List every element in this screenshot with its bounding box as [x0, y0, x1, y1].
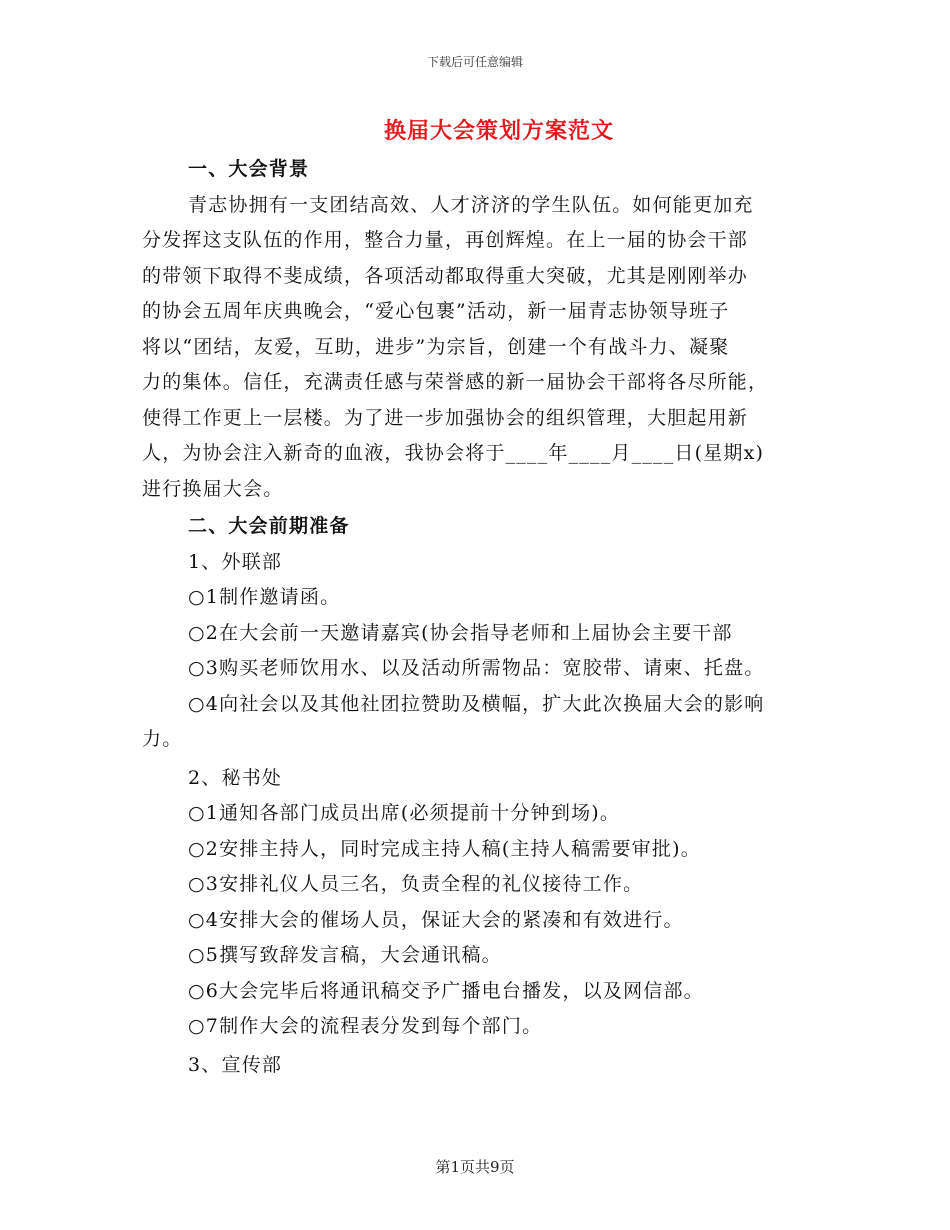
- page-number: 第1页共9页: [435, 1158, 515, 1176]
- paragraph-line: 青志协拥有一支团结高效、人才济济的学生队伍。如何能更加充: [188, 193, 754, 216]
- list-item: ○3安排礼仪人员三名，负责全程的礼仪接待工作。: [188, 873, 644, 895]
- list-item-continuation: 力。: [142, 728, 183, 750]
- paragraph-line: 力的集体。信任，充满责任感与荣誉感的新一届协会干部将各尽所能，: [142, 371, 769, 393]
- list-item: ○5撰写致辞发言稿，大会通讯稿。: [188, 944, 502, 966]
- group-title-external-relations: 1、外联部: [188, 550, 283, 573]
- section-heading-preparation: 二、大会前期准备: [188, 515, 350, 537]
- section-heading-background: 一、大会背景: [188, 158, 310, 180]
- list-item: ○1制作邀请函。: [188, 586, 341, 608]
- document-body: [142, 152, 812, 1083]
- header-note: 下载后可任意编辑: [426, 55, 523, 69]
- list-item: ○2安排主持人，同时完成主持人稿(主持人稿需要审批)。: [188, 837, 701, 860]
- paragraph-line: 进行换届大会。: [142, 477, 284, 500]
- paragraph-line: 将以“团结，友爱，互助，进步”为宗旨，创建一个有战斗力、凝聚: [142, 335, 730, 358]
- list-item: ○7制作大会的流程表分发到每个部门。: [188, 1015, 543, 1037]
- paragraph-line: 的协会五周年庆典晚会，“爱心包裹”活动，新一届青志协领导班子: [142, 300, 730, 322]
- paragraph-line: 的带领下取得不斐成绩，各项活动都取得重大突破，尤其是刚刚举办: [142, 264, 749, 287]
- list-item: ○1通知各部门成员出席(必须提前十分钟到场)。: [188, 802, 621, 824]
- list-item: ○3购买老师饮用水、以及活动所需物品：宽胶带、请柬、托盘。: [188, 657, 765, 679]
- paragraph-line: 分发挥这支队伍的作用，整合力量，再创辉煌。在上一届的协会干部: [142, 229, 749, 251]
- paragraph-line: 人，为协会注入新奇的血液，我协会将于____年____月____日(星期x): [142, 442, 765, 464]
- group-title-secretariat: 2、秘书处: [188, 766, 283, 789]
- paragraph-line: 使得工作更上一层楼。为了进一步加强协会的组织管理，大胆起用新: [142, 406, 749, 429]
- list-item: ○4向社会以及其他社团拉赞助及横幅，扩大此次换届大会的影响: [188, 692, 765, 715]
- list-item: ○2在大会前一天邀请嘉宾(协会指导老师和上届协会主要干部: [188, 621, 733, 644]
- list-item: ○4安排大会的催场人员，保证大会的紧凑和有效进行。: [188, 908, 684, 931]
- group-title-publicity: 3、宣传部: [188, 1053, 283, 1076]
- list-item: ○6大会完毕后将通讯稿交予广播电台播发，以及网信部。: [188, 979, 704, 1002]
- document-title: 换届大会策划方案范文: [383, 118, 614, 144]
